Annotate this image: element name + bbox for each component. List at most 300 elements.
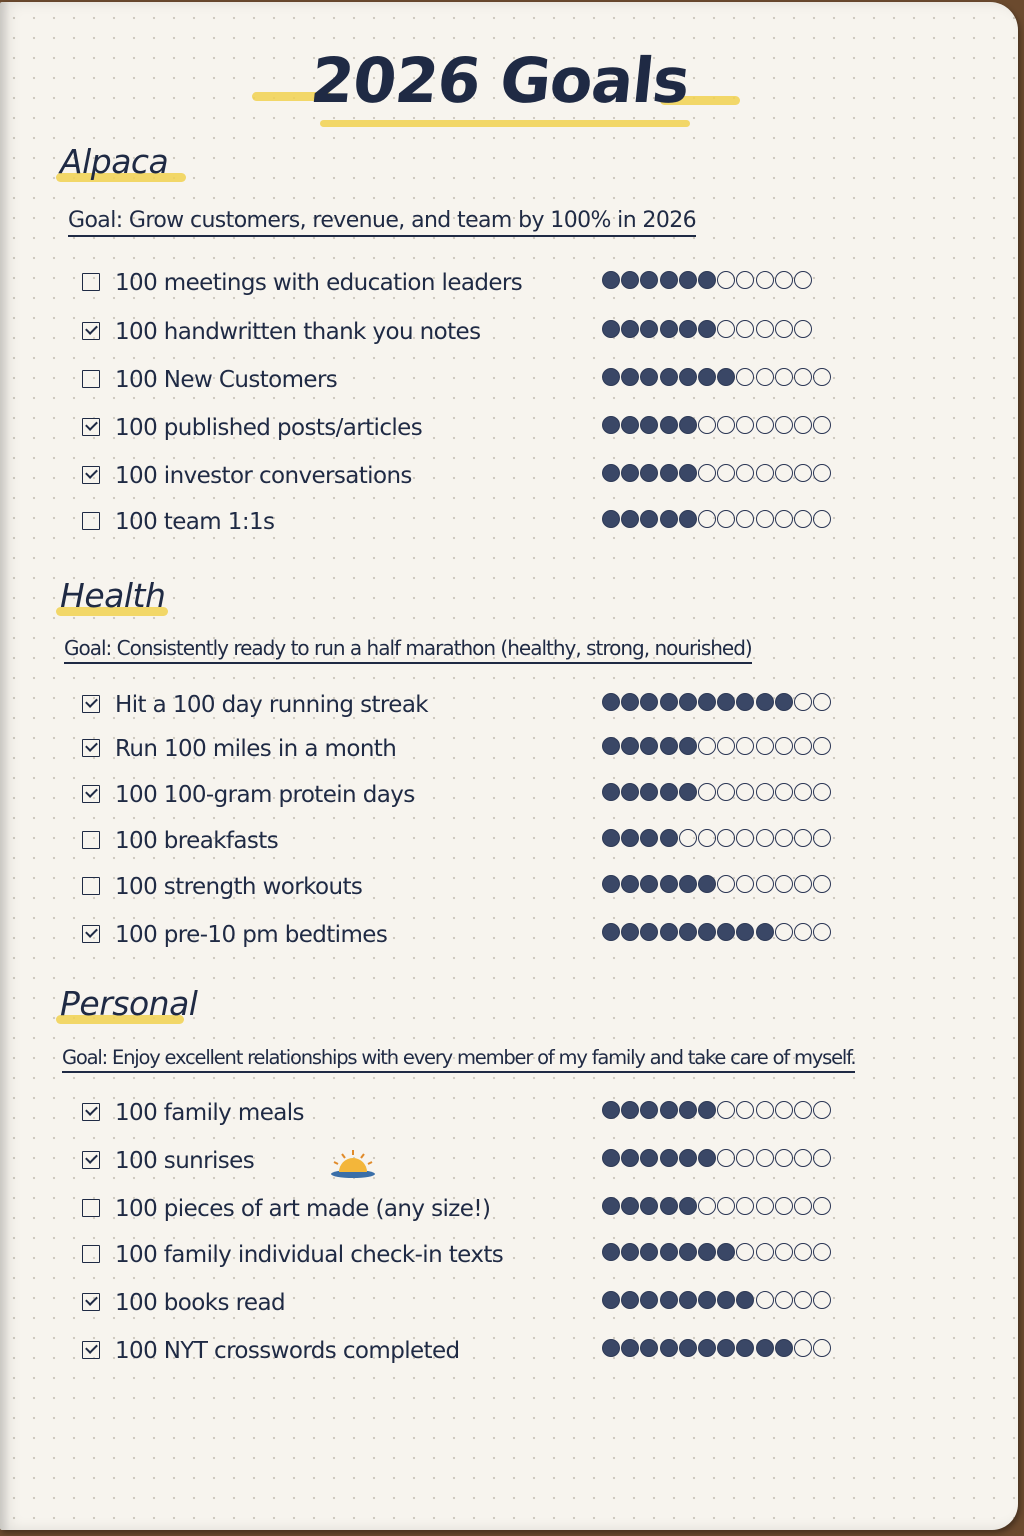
progress-tracker <box>602 923 832 941</box>
progress-dot-filled <box>660 1339 678 1357</box>
progress-dot-filled <box>736 1291 754 1309</box>
goal-label: Run 100 miles in a month <box>115 736 397 762</box>
progress-dot-filled <box>679 510 697 528</box>
progress-dot-empty <box>756 737 774 755</box>
goal-underline <box>64 662 752 664</box>
section-title-health <box>60 576 165 615</box>
progress-dot-empty <box>794 510 812 528</box>
progress-dot-filled <box>621 368 639 386</box>
progress-dot-empty <box>794 1243 812 1261</box>
progress-dot-empty <box>736 1197 754 1215</box>
page-title: 2026 Goals <box>307 44 693 117</box>
progress-dot-filled <box>660 1243 678 1261</box>
progress-dot-filled <box>679 693 697 711</box>
progress-dot-empty <box>717 416 735 434</box>
goal-row <box>82 1238 862 1272</box>
progress-dot-filled <box>621 1291 639 1309</box>
progress-dot-filled <box>756 923 774 941</box>
progress-dot-empty <box>813 1243 831 1261</box>
progress-dot-empty <box>756 416 774 434</box>
goal-row <box>82 1286 862 1320</box>
progress-dot-filled <box>640 1101 658 1119</box>
goal-row <box>82 505 862 539</box>
progress-dot-filled <box>602 829 620 847</box>
progress-dot-empty <box>775 829 793 847</box>
progress-dot-empty <box>736 510 754 528</box>
section-name: Personal <box>60 984 198 1023</box>
progress-dot-empty <box>717 271 735 289</box>
progress-dot-filled <box>679 271 697 289</box>
checkbox[interactable] <box>82 1293 100 1311</box>
progress-dot-filled <box>640 368 658 386</box>
progress-dot-empty <box>736 875 754 893</box>
progress-dot-filled <box>602 693 620 711</box>
progress-dot-empty <box>775 1291 793 1309</box>
progress-dot-filled <box>621 1149 639 1167</box>
progress-tracker <box>602 368 832 386</box>
progress-dot-filled <box>698 1149 716 1167</box>
checkbox[interactable] <box>82 1199 100 1217</box>
progress-dot-filled <box>602 1197 620 1215</box>
goal-underline <box>68 235 696 237</box>
progress-dot-empty <box>775 510 793 528</box>
goal-label: 100 pre-10 pm bedtimes <box>115 922 388 948</box>
progress-tracker <box>602 271 813 289</box>
progress-dot-empty <box>775 875 793 893</box>
goal-label: 100 family meals <box>115 1100 304 1126</box>
checkbox[interactable] <box>82 322 100 340</box>
progress-dot-filled <box>679 464 697 482</box>
progress-dot-empty <box>756 1243 774 1261</box>
progress-dot-filled <box>698 1339 716 1357</box>
progress-dot-empty <box>756 1101 774 1119</box>
progress-dot-filled <box>621 271 639 289</box>
progress-tracker <box>602 464 832 482</box>
goal-label: 100 team 1:1s <box>115 509 275 535</box>
progress-dot-empty <box>794 829 812 847</box>
progress-dot-empty <box>698 737 716 755</box>
progress-dot-empty <box>717 510 735 528</box>
progress-dot-filled <box>679 1101 697 1119</box>
progress-dot-filled <box>660 320 678 338</box>
progress-dot-empty <box>736 271 754 289</box>
progress-dot-filled <box>660 1197 678 1215</box>
section-title-alpaca <box>60 142 168 181</box>
progress-dot-filled <box>602 1291 620 1309</box>
goal-row <box>82 824 862 858</box>
progress-dot-empty <box>794 368 812 386</box>
goal-row <box>82 1144 862 1178</box>
progress-dot-empty <box>698 829 716 847</box>
progress-dot-filled <box>717 923 735 941</box>
progress-dot-filled <box>621 1243 639 1261</box>
progress-dot-empty <box>717 875 735 893</box>
progress-dot-empty <box>736 416 754 434</box>
progress-dot-empty <box>717 783 735 801</box>
progress-tracker <box>602 829 832 847</box>
section-name: Health <box>60 576 166 615</box>
progress-dot-filled <box>660 271 678 289</box>
goal-row <box>82 688 862 722</box>
progress-dot-empty <box>775 416 793 434</box>
progress-dot-filled <box>602 320 620 338</box>
progress-dot-filled <box>660 368 678 386</box>
progress-dot-filled <box>640 829 658 847</box>
progress-dot-empty <box>794 320 812 338</box>
checkbox[interactable] <box>82 370 100 388</box>
section-title-personal <box>60 984 197 1023</box>
goal-row <box>82 1096 862 1130</box>
progress-dot-empty <box>813 1339 831 1357</box>
progress-dot-empty <box>794 464 812 482</box>
progress-dot-empty <box>775 1101 793 1119</box>
goal-row <box>82 459 862 493</box>
progress-tracker <box>602 416 832 434</box>
goal-label: 100 investor conversations <box>115 463 412 489</box>
progress-dot-empty <box>813 1149 831 1167</box>
progress-dot-filled <box>660 737 678 755</box>
progress-dot-filled <box>602 416 620 434</box>
goal-label: 100 New Customers <box>115 367 338 393</box>
progress-dot-empty <box>736 1101 754 1119</box>
progress-dot-filled <box>717 1339 735 1357</box>
progress-tracker <box>602 1197 832 1215</box>
checkbox[interactable] <box>82 925 100 943</box>
progress-dot-empty <box>775 1243 793 1261</box>
progress-dot-filled <box>717 693 735 711</box>
goal-underline <box>62 1071 855 1073</box>
progress-dot-filled <box>660 464 678 482</box>
progress-dot-empty <box>794 1101 812 1119</box>
progress-dot-filled <box>602 923 620 941</box>
section-name: Alpaca <box>60 142 169 181</box>
progress-dot-empty <box>813 1197 831 1215</box>
progress-dot-filled <box>621 783 639 801</box>
checkbox[interactable] <box>82 1341 100 1359</box>
goal-row <box>82 1192 862 1226</box>
progress-dot-filled <box>621 1197 639 1215</box>
progress-dot-filled <box>602 464 620 482</box>
checkbox[interactable] <box>82 1245 100 1263</box>
progress-dot-empty <box>794 1339 812 1357</box>
progress-dot-empty <box>813 464 831 482</box>
progress-dot-empty <box>756 783 774 801</box>
checkbox[interactable] <box>82 418 100 436</box>
progress-dot-empty <box>794 783 812 801</box>
progress-dot-filled <box>621 510 639 528</box>
progress-dot-empty <box>756 320 774 338</box>
progress-dot-filled <box>602 1339 620 1357</box>
progress-dot-empty <box>775 464 793 482</box>
progress-dot-filled <box>717 368 735 386</box>
progress-dot-empty <box>775 271 793 289</box>
progress-dot-empty <box>813 737 831 755</box>
progress-dot-empty <box>756 368 774 386</box>
goal-row <box>82 870 862 904</box>
progress-dot-filled <box>660 923 678 941</box>
progress-dot-empty <box>794 693 812 711</box>
progress-dot-filled <box>621 1339 639 1357</box>
goal-row <box>82 315 862 349</box>
progress-dot-filled <box>602 1101 620 1119</box>
checkbox[interactable] <box>82 512 100 530</box>
progress-dot-filled <box>621 693 639 711</box>
progress-dot-filled <box>640 1243 658 1261</box>
section-goal-health <box>64 636 752 660</box>
progress-dot-empty <box>813 829 831 847</box>
progress-dot-empty <box>794 1149 812 1167</box>
progress-tracker <box>602 875 832 893</box>
progress-dot-filled <box>679 783 697 801</box>
progress-dot-empty <box>813 1101 831 1119</box>
progress-tracker <box>602 320 813 338</box>
progress-dot-filled <box>717 1243 735 1261</box>
progress-dot-empty <box>736 368 754 386</box>
progress-dot-filled <box>736 923 754 941</box>
goal-text: Goal: Grow customers, revenue, and team by 100% in 2026 <box>68 208 697 233</box>
checkbox[interactable] <box>82 1151 100 1169</box>
progress-dot-filled <box>660 875 678 893</box>
progress-dot-filled <box>679 368 697 386</box>
progress-dot-empty <box>775 923 793 941</box>
progress-dot-filled <box>621 1101 639 1119</box>
progress-dot-empty <box>717 1197 735 1215</box>
progress-dot-empty <box>756 464 774 482</box>
progress-dot-empty <box>756 1291 774 1309</box>
goal-label: 100 breakfasts <box>115 828 279 854</box>
goal-row <box>82 918 862 952</box>
progress-dot-filled <box>602 1243 620 1261</box>
progress-dot-empty <box>794 923 812 941</box>
progress-dot-empty <box>717 829 735 847</box>
goal-row <box>82 266 862 300</box>
goal-row <box>82 1334 862 1368</box>
progress-dot-empty <box>756 510 774 528</box>
goal-label: 100 books read <box>115 1290 285 1316</box>
progress-dot-filled <box>660 416 678 434</box>
checkbox[interactable] <box>82 273 100 291</box>
progress-dot-empty <box>813 510 831 528</box>
goal-label: 100 NYT crosswords completed <box>115 1338 460 1364</box>
checkbox[interactable] <box>82 831 100 849</box>
goal-text: Goal: Consistently ready to run a half marathon (healthy, strong, nourished) <box>64 636 752 660</box>
progress-dot-empty <box>794 1197 812 1215</box>
progress-dot-filled <box>679 1291 697 1309</box>
progress-tracker <box>602 1101 832 1119</box>
progress-dot-empty <box>698 416 716 434</box>
progress-dot-empty <box>775 783 793 801</box>
progress-dot-empty <box>736 783 754 801</box>
goal-label: Hit a 100 day running streak <box>115 692 429 718</box>
progress-tracker <box>602 1339 832 1357</box>
progress-tracker <box>602 1149 832 1167</box>
progress-dot-filled <box>602 875 620 893</box>
progress-dot-filled <box>621 923 639 941</box>
goal-label: 100 pieces of art made (any size!) <box>115 1196 491 1222</box>
progress-dot-filled <box>640 1149 658 1167</box>
progress-dot-filled <box>602 510 620 528</box>
title-block <box>250 40 750 136</box>
progress-dot-filled <box>679 1339 697 1357</box>
progress-dot-empty <box>756 271 774 289</box>
progress-dot-filled <box>736 1339 754 1357</box>
progress-dot-empty <box>813 693 831 711</box>
goal-label: 100 family individual check-in texts <box>115 1242 504 1268</box>
section-goal-alpaca <box>68 208 696 233</box>
notebook-page <box>0 2 1018 1530</box>
progress-dot-empty <box>717 737 735 755</box>
progress-dot-empty <box>813 783 831 801</box>
progress-dot-empty <box>794 1291 812 1309</box>
progress-tracker <box>602 1243 832 1261</box>
checkbox[interactable] <box>82 1103 100 1121</box>
progress-dot-filled <box>621 320 639 338</box>
goal-label: 100 strength workouts <box>115 874 363 900</box>
progress-dot-empty <box>698 783 716 801</box>
progress-dot-empty <box>736 464 754 482</box>
progress-dot-empty <box>756 1197 774 1215</box>
checkbox[interactable] <box>82 466 100 484</box>
progress-dot-filled <box>679 1149 697 1167</box>
progress-dot-empty <box>717 320 735 338</box>
progress-dot-filled <box>660 693 678 711</box>
progress-dot-empty <box>813 368 831 386</box>
progress-dot-empty <box>736 737 754 755</box>
progress-dot-empty <box>775 368 793 386</box>
goal-row <box>82 411 862 445</box>
progress-dot-empty <box>698 510 716 528</box>
progress-dot-filled <box>698 368 716 386</box>
progress-dot-filled <box>621 875 639 893</box>
progress-dot-filled <box>660 1291 678 1309</box>
progress-dot-filled <box>602 737 620 755</box>
title-underline-highlight <box>320 120 690 127</box>
progress-dot-empty <box>736 1243 754 1261</box>
goal-label: 100 meetings with education leaders <box>115 270 523 296</box>
progress-dot-empty <box>736 829 754 847</box>
progress-dot-empty <box>679 829 697 847</box>
progress-dot-empty <box>813 875 831 893</box>
progress-dot-filled <box>640 1339 658 1357</box>
progress-dot-empty <box>698 1197 716 1215</box>
progress-dot-filled <box>621 464 639 482</box>
progress-dot-filled <box>756 693 774 711</box>
progress-dot-filled <box>679 1243 697 1261</box>
goal-row <box>82 363 862 397</box>
progress-tracker <box>602 510 832 528</box>
progress-dot-filled <box>640 1291 658 1309</box>
goal-text: Goal: Enjoy excellent relationships with every member of my family and take care of myself. <box>62 1046 856 1069</box>
progress-dot-filled <box>640 783 658 801</box>
progress-dot-filled <box>698 1101 716 1119</box>
progress-tracker <box>602 737 832 755</box>
progress-dot-filled <box>698 875 716 893</box>
progress-dot-filled <box>660 829 678 847</box>
progress-dot-filled <box>679 737 697 755</box>
progress-dot-filled <box>679 875 697 893</box>
progress-dot-filled <box>640 464 658 482</box>
goal-label: 100 sunrises <box>115 1148 255 1174</box>
progress-dot-filled <box>602 271 620 289</box>
checkbox[interactable] <box>82 695 100 713</box>
progress-tracker <box>602 783 832 801</box>
progress-dot-empty <box>756 1149 774 1167</box>
progress-dot-empty <box>775 1149 793 1167</box>
progress-dot-filled <box>698 1243 716 1261</box>
progress-dot-filled <box>775 693 793 711</box>
section-goal-personal <box>62 1046 855 1069</box>
progress-dot-filled <box>621 829 639 847</box>
progress-dot-empty <box>717 1101 735 1119</box>
progress-dot-filled <box>602 368 620 386</box>
goal-label: 100 handwritten thank you notes <box>115 319 481 345</box>
progress-dot-empty <box>813 416 831 434</box>
progress-dot-filled <box>640 693 658 711</box>
progress-dot-empty <box>813 923 831 941</box>
progress-dot-filled <box>756 1339 774 1357</box>
progress-dot-filled <box>698 923 716 941</box>
progress-dot-filled <box>621 416 639 434</box>
progress-dot-filled <box>621 737 639 755</box>
goal-label: 100 published posts/articles <box>115 415 423 441</box>
progress-dot-empty <box>813 1291 831 1309</box>
progress-dot-filled <box>640 320 658 338</box>
checkbox[interactable] <box>82 785 100 803</box>
progress-dot-filled <box>602 783 620 801</box>
progress-dot-filled <box>679 416 697 434</box>
progress-dot-filled <box>640 923 658 941</box>
progress-dot-empty <box>794 875 812 893</box>
progress-dot-empty <box>736 1149 754 1167</box>
progress-dot-filled <box>640 416 658 434</box>
progress-dot-empty <box>756 829 774 847</box>
progress-dot-filled <box>640 510 658 528</box>
progress-dot-filled <box>736 693 754 711</box>
progress-dot-empty <box>775 1197 793 1215</box>
progress-dot-empty <box>736 320 754 338</box>
checkbox[interactable] <box>82 877 100 895</box>
progress-dot-filled <box>698 320 716 338</box>
page-binding <box>0 2 10 1530</box>
progress-dot-empty <box>775 320 793 338</box>
progress-dot-filled <box>640 1197 658 1215</box>
progress-dot-filled <box>660 1101 678 1119</box>
progress-dot-filled <box>679 320 697 338</box>
progress-dot-empty <box>794 271 812 289</box>
goal-row <box>82 732 862 766</box>
progress-dot-filled <box>660 783 678 801</box>
progress-dot-empty <box>698 464 716 482</box>
progress-dot-filled <box>640 271 658 289</box>
progress-tracker <box>602 1291 832 1309</box>
progress-dot-filled <box>660 510 678 528</box>
progress-tracker <box>602 693 832 711</box>
progress-dot-filled <box>698 693 716 711</box>
progress-dot-filled <box>679 1197 697 1215</box>
progress-dot-filled <box>775 1339 793 1357</box>
progress-dot-filled <box>679 923 697 941</box>
progress-dot-filled <box>717 1291 735 1309</box>
progress-dot-filled <box>640 875 658 893</box>
progress-dot-filled <box>640 737 658 755</box>
goal-row <box>82 778 862 812</box>
progress-dot-empty <box>756 875 774 893</box>
progress-dot-empty <box>775 737 793 755</box>
progress-dot-filled <box>698 1291 716 1309</box>
sunrise-icon <box>328 1146 378 1180</box>
checkbox[interactable] <box>82 739 100 757</box>
progress-dot-empty <box>794 416 812 434</box>
